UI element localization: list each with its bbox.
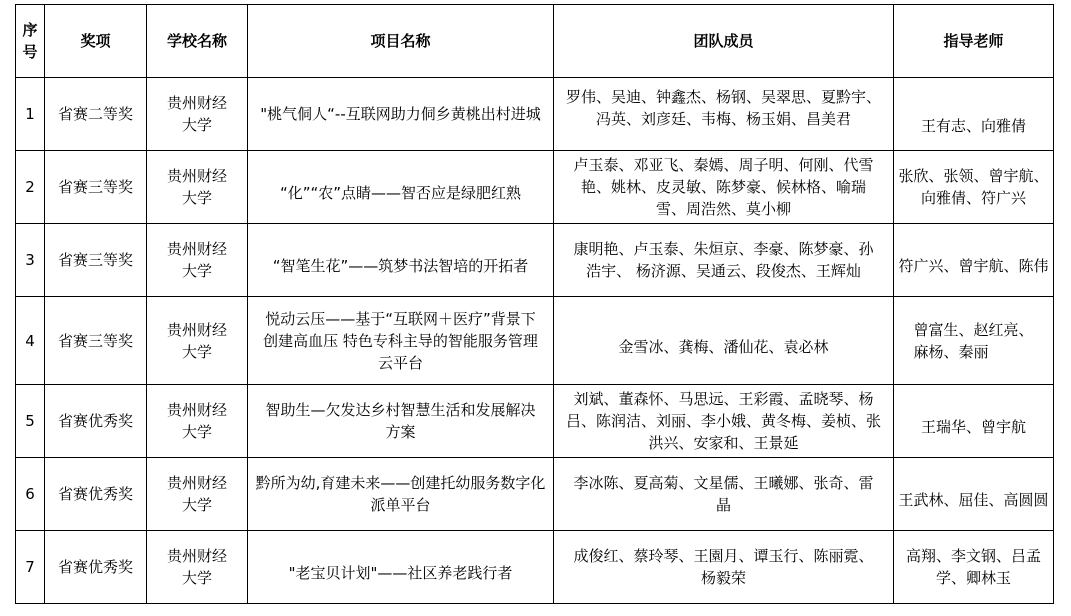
row-members: 刘斌、董森怀、马思远、王彩霞、孟晓琴、杨吕、陈润洁、刘丽、李小娥、黄冬梅、姜桢、张洪兴、安家和、王景延: [554, 385, 894, 458]
row-no: 1: [16, 78, 45, 151]
row-members: 罗伟、吴迪、钟鑫杰、杨钢、吴翠思、夏黔宇、冯英、刘彦廷、韦梅、杨玉娟、昌美君: [554, 78, 894, 151]
row-advisor: 王武林、屈佳、高圆圆: [894, 458, 1054, 531]
row-project: 黔所为幼,育建未来——创建托幼服务数字化派单平台: [248, 458, 554, 531]
row-project: 悦动云压——基于“互联网＋医疗”背景下创建高血压 特色专科主导的智能服务管理云平台: [248, 297, 554, 385]
header-members: 团队成员: [554, 5, 894, 78]
row-award: 省赛二等奖: [45, 78, 147, 151]
row-project: "老宝贝计划"——社区养老践行者: [248, 531, 554, 604]
row-members: 金雪冰、龚梅、潘仙花、袁必林: [554, 297, 894, 385]
table-row: [16, 297, 1054, 385]
row-members: 成俊红、蔡玲琴、王園月、谭玉行、陈丽霓、杨毅荣: [554, 531, 894, 604]
row-award: 省赛三等奖: [45, 224, 147, 297]
row-advisor: 高翔、李文钢、吕孟学、卿林玉: [894, 531, 1054, 604]
table-row: [16, 458, 1054, 531]
row-advisor: 张欣、张领、曾宇航、向雅倩、符广兴: [894, 151, 1054, 224]
row-members: 卢玉泰、邓亚飞、秦嫣、周子明、何刚、代雪艳、姚林、皮灵敏、陈梦豪、候林格、喻瑞雪、周浩然、莫小柳: [554, 151, 894, 224]
row-award: 省赛优秀奖: [45, 385, 147, 458]
table-row: [16, 224, 1054, 297]
row-school: 贵州财经大学: [147, 458, 248, 531]
row-members: 康明艳、卢玉泰、朱烜京、李豪、陈梦豪、孙浩宇、 杨济源、吴通云、段俊杰、王辉灿: [554, 224, 894, 297]
row-award: 省赛优秀奖: [45, 458, 147, 531]
row-no: 4: [16, 297, 45, 385]
table-row: [16, 385, 1054, 458]
row-advisor: 符广兴、曾宇航、陈伟: [894, 224, 1054, 297]
row-school: 贵州财经大学: [147, 78, 248, 151]
row-advisor: 王瑞华、曾宇航: [894, 385, 1054, 458]
row-no: 3: [16, 224, 45, 297]
header-advisor: 指导老师: [894, 5, 1054, 78]
row-school: 贵州财经大学: [147, 151, 248, 224]
row-school: 贵州财经大学: [147, 385, 248, 458]
table-row: [16, 531, 1054, 604]
row-no: 5: [16, 385, 45, 458]
row-school: 贵州财经大学: [147, 224, 248, 297]
row-advisor: 曾富生、赵红亮、麻杨、秦丽: [894, 297, 1054, 385]
row-no: 7: [16, 531, 45, 604]
header-row: [16, 5, 1054, 78]
header-project: 项目名称: [248, 5, 554, 78]
row-project: 智助生—欠发达乡村智慧生活和发展解决方案: [248, 385, 554, 458]
row-award: 省赛优秀奖: [45, 531, 147, 604]
row-award: 省赛三等奖: [45, 151, 147, 224]
awards-table: [15, 4, 1054, 604]
header-no: 序号: [16, 5, 45, 78]
row-members: 李冰陈、夏高菊、文星儒、王曦娜、张奇、雷晶: [554, 458, 894, 531]
row-no: 2: [16, 151, 45, 224]
header-award: 奖项: [45, 5, 147, 78]
row-no: 6: [16, 458, 45, 531]
row-school: 贵州财经大学: [147, 297, 248, 385]
row-project: "桃气侗人“--互联网助力侗乡黄桃出村进城: [248, 78, 554, 151]
table-row: [16, 151, 1054, 224]
header-school: 学校名称: [147, 5, 248, 78]
row-project: “智笔生花”——筑梦书法智培的开拓者: [248, 224, 554, 297]
row-school: 贵州财经大学: [147, 531, 248, 604]
row-award: 省赛三等奖: [45, 297, 147, 385]
row-project: “化”“农”点睛——智否应是绿肥红熟: [248, 151, 554, 224]
row-advisor: 王有志、向雅倩: [894, 84, 1054, 157]
table-row: [16, 78, 1054, 151]
